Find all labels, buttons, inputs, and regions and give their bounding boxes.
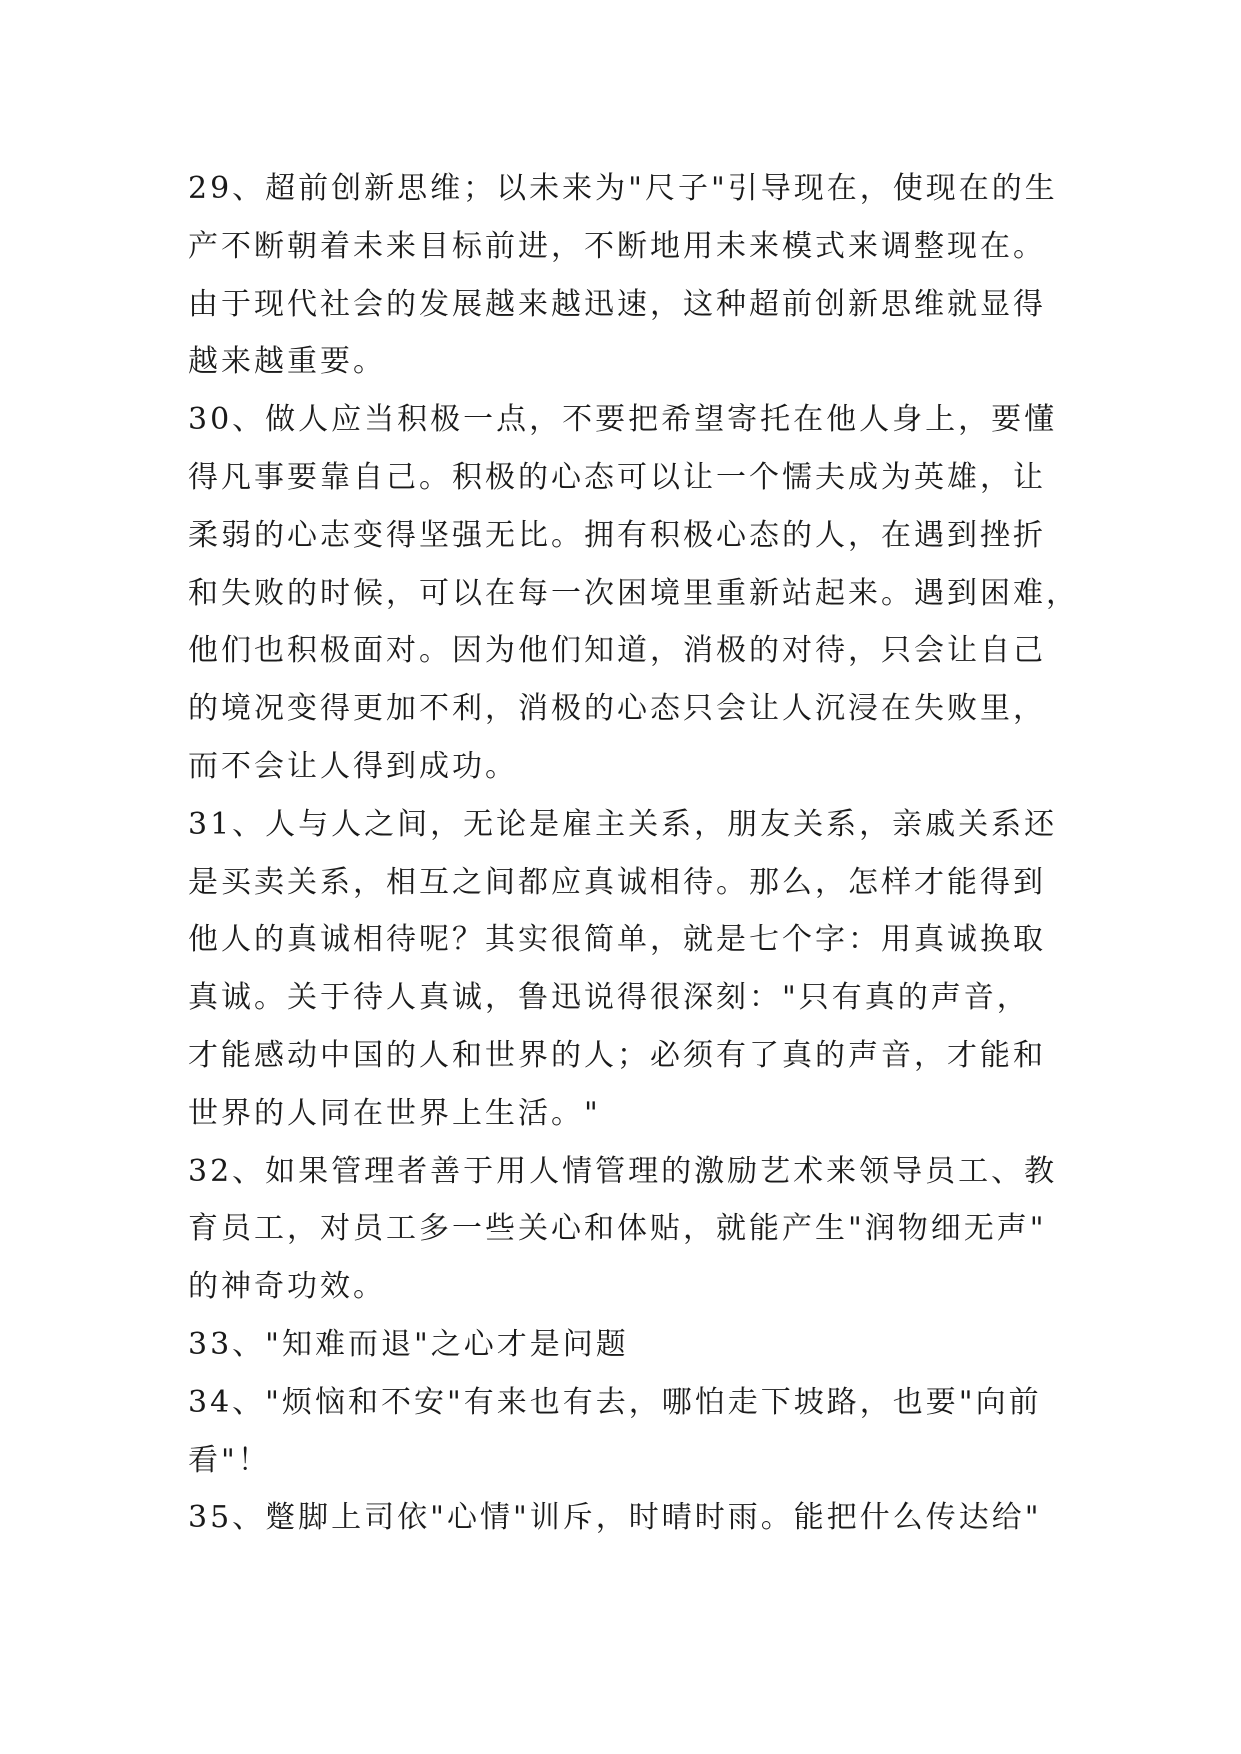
text-line: 而不会让人得到成功。 bbox=[188, 748, 518, 784]
text-line: 才能感动中国的人和世界的人；必须有了真的声音，才能和 bbox=[188, 1037, 1046, 1073]
text-line: 柔弱的心志变得坚强无比。拥有积极心态的人，在遇到挫折 bbox=[188, 517, 1046, 553]
text-line: 他们也积极面对。因为他们知道，消极的对待，只会让自己 bbox=[188, 633, 1046, 669]
text-line: 得凡事要靠自己。积极的心态可以让一个懦夫成为英雄，让 bbox=[188, 459, 1046, 495]
text-line: 33、"知难而退"之心才是问题 bbox=[188, 1326, 629, 1362]
text-line: 真诚。关于待人真诚，鲁迅说得很深刻："只有真的声音， bbox=[188, 980, 1030, 1016]
text-line: 30、做人应当积极一点，不要把希望寄托在他人身上，要懂 bbox=[188, 402, 1058, 438]
document-body bbox=[188, 160, 1078, 1547]
text-line: 越来越重要。 bbox=[188, 344, 386, 380]
text-line: 31、人与人之间，无论是雇主关系，朋友关系，亲戚关系还 bbox=[188, 806, 1058, 842]
text-line: 的境况变得更加不利，消极的心态只会让人沉浸在失败里， bbox=[188, 691, 1046, 727]
text-line: 产不断朝着未来目标前进，不断地用未来模式来调整现在。 bbox=[188, 228, 1046, 264]
text-line: 由于现代社会的发展越来越迅速，这种超前创新思维就显得 bbox=[188, 286, 1046, 322]
text-line: 和失败的时候，可以在每一次困境里重新站起来。遇到困难， bbox=[188, 575, 1079, 611]
text-line: 32、如果管理者善于用人情管理的激励艺术来领导员工、教 bbox=[188, 1153, 1058, 1189]
text-line: 他人的真诚相待呢？其实很简单，就是七个字：用真诚换取 bbox=[188, 922, 1046, 958]
text-line: 世界的人同在世界上生活。" bbox=[188, 1095, 601, 1131]
text-line: 的神奇功效。 bbox=[188, 1269, 386, 1305]
text-line: 35、蹩脚上司依"心情"训斥，时晴时雨。能把什么传达给" bbox=[188, 1500, 1042, 1536]
text-line: 育员工，对员工多一些关心和体贴，就能产生"润物细无声" bbox=[188, 1211, 1047, 1247]
text-line: 34、"烦恼和不安"有来也有去，哪怕走下坡路，也要"向前 bbox=[188, 1384, 1042, 1420]
text-line: 是买卖关系，相互之间都应真诚相待。那么，怎样才能得到 bbox=[188, 864, 1046, 900]
text-line: 看"！ bbox=[188, 1442, 271, 1478]
text-line: 29、超前创新思维；以未来为"尺子"引导现在，使现在的生 bbox=[188, 171, 1058, 206]
